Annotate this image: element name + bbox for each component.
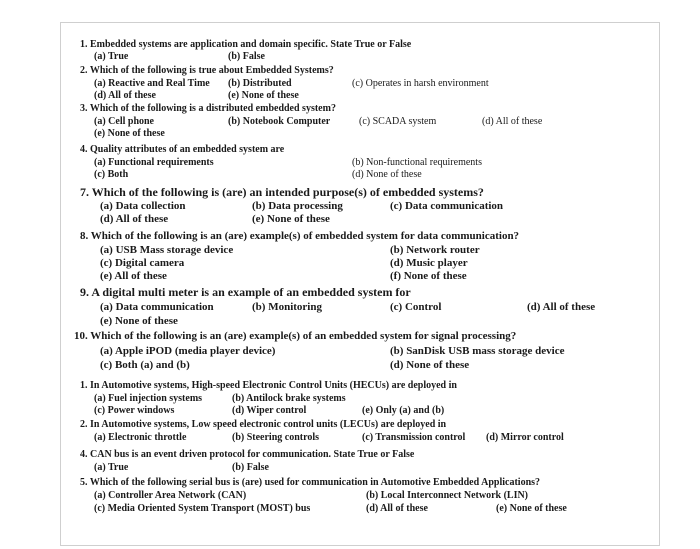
- q7-option-c: (c) Data communication: [390, 200, 504, 212]
- auto-q2-option-a: (a) Electronic throttle: [94, 432, 187, 443]
- auto-q1-option-b: (b) Antilock brake systems: [232, 393, 346, 404]
- q8-option-b: (b) Network router: [390, 244, 480, 256]
- q4-option-d: (d) None of these: [352, 169, 422, 180]
- q2-option-b: (b) Distributed: [228, 78, 292, 89]
- q2-option-a: (a) Reactive and Real Time: [94, 78, 210, 89]
- auto-q5-option-a: (a) Controller Area Network (CAN): [94, 490, 247, 501]
- auto-q5-stem: 5. Which of the following serial bus is (are) used for communication in Automotive Embedded Applications?: [80, 477, 541, 488]
- q9-option-e: (e) None of these: [100, 315, 178, 327]
- q7-option-a: (a) Data collection: [100, 200, 186, 212]
- q4-option-a: (a) Functional requirements: [94, 157, 214, 168]
- q9-option-b: (b) Monitoring: [252, 301, 322, 313]
- auto-q5-option-d: (d) All of these: [366, 503, 428, 514]
- q4-option-c: (c) Both: [94, 169, 129, 180]
- q3-stem: 3. Which of the following is a distributed embedded system?: [80, 103, 336, 114]
- q8-option-f: (f) None of these: [390, 270, 467, 282]
- q1-option-b: (b) False: [228, 51, 265, 62]
- q2-option-d: (d) All of these: [94, 90, 156, 101]
- q2-option-e: (e) None of these: [228, 90, 299, 101]
- q4-option-b: (b) Non-functional requirements: [352, 157, 482, 168]
- q2-option-c: (c) Operates in harsh environment: [352, 78, 489, 89]
- q8-option-c: (c) Digital camera: [100, 257, 185, 269]
- auto-q1-option-d: (d) Wiper control: [232, 405, 307, 416]
- auto-q2-stem: 2. In Automotive systems, Low speed electronic control units (LECUs) are deployed in: [80, 419, 447, 430]
- auto-q1-option-a: (a) Fuel injection systems: [94, 393, 203, 404]
- q10-option-b: (b) SanDisk USB mass storage device: [390, 345, 565, 357]
- q10-option-d: (d) None of these: [390, 359, 470, 371]
- auto-q2-option-d: (d) Mirror control: [486, 432, 564, 443]
- q9-stem: 9. A digital multi meter is an example of an embedded system for: [80, 285, 411, 299]
- q2-stem: 2. Which of the following is true about Embedded Systems?: [80, 65, 334, 76]
- auto-q5-option-e: (e) None of these: [496, 503, 567, 514]
- q8-option-d: (d) Music player: [390, 257, 468, 269]
- q3-option-d: (d) All of these: [482, 116, 543, 127]
- q9-option-c: (c) Control: [390, 301, 442, 313]
- q7-stem: 7. Which of the following is (are) an intended purpose(s) of embedded systems?: [80, 185, 484, 199]
- q3-option-e: (e) None of these: [94, 128, 165, 139]
- q7-option-d: (d) All of these: [100, 213, 169, 225]
- auto-q4-option-b: (b) False: [232, 462, 269, 473]
- q4-stem: 4. Quality attributes of an embedded system are: [80, 144, 285, 155]
- q9-option-d: (d) All of these: [527, 301, 596, 313]
- q3-option-c: (c) SCADA system: [359, 116, 437, 127]
- q10-stem: 10. Which of the following is an (are) example(s) of an embedded system for signal processing?: [74, 330, 517, 342]
- q7-option-b: (b) Data processing: [252, 200, 343, 212]
- auto-q5-option-b: (b) Local Interconnect Network (LIN): [366, 490, 529, 501]
- q8-option-a: (a) USB Mass storage device: [100, 244, 234, 256]
- q8-stem: 8. Which of the following is an (are) example(s) of embedded system for data communication?: [80, 230, 520, 242]
- auto-q2-option-b: (b) Steering controls: [232, 432, 320, 443]
- auto-q1-option-c: (c) Power windows: [94, 405, 175, 416]
- auto-q2-option-c: (c) Transmission control: [362, 432, 466, 443]
- q10-option-c: (c) Both (a) and (b): [100, 359, 190, 371]
- auto-q4-stem: 4. CAN bus is an event driven protocol for communication. State True or False: [80, 449, 415, 460]
- q3-option-a: (a) Cell phone: [94, 116, 154, 127]
- q10-option-a: (a) Apple iPOD (media player device): [100, 345, 276, 357]
- q1-stem: 1. Embedded systems are application and domain specific. State True or False: [80, 39, 412, 50]
- q7-option-e: (e) None of these: [252, 213, 330, 225]
- auto-q5-option-c: (c) Media Oriented System Transport (MOST) bus: [94, 503, 311, 514]
- q9-option-a: (a) Data communication: [100, 301, 214, 313]
- auto-q1-stem: 1. In Automotive systems, High-speed Electronic Control Units (HECUs) are deployed in: [80, 380, 457, 391]
- auto-q1-option-e: (e) Only (a) and (b): [362, 405, 445, 416]
- q3-option-b: (b) Notebook Computer: [228, 116, 331, 127]
- q8-option-e: (e) All of these: [100, 270, 167, 282]
- auto-q4-option-a: (a) True: [94, 462, 129, 473]
- q1-option-a: (a) True: [94, 51, 129, 62]
